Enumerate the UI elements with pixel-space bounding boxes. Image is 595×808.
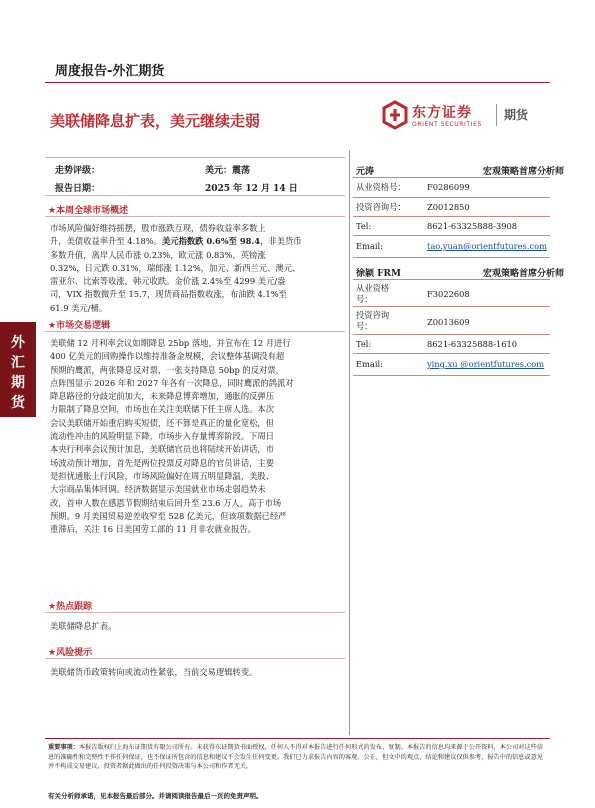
- analyst-2-tel-label: Tel:: [356, 339, 372, 349]
- report-type: 周度报告-外汇期货: [55, 64, 165, 79]
- analyst-2-tel: 8621-63325888-1610: [427, 339, 518, 349]
- analyst-1-name: 元涛: [356, 167, 375, 177]
- trend-value: 美元：震荡: [205, 166, 251, 176]
- section-hot-body: 美联储降息扩表。: [50, 621, 117, 631]
- footer-rule: [45, 738, 550, 739]
- analyst-2-email-link[interactable]: ying.xu @orientfutures.com: [427, 359, 545, 369]
- section-logic-body: 美联储 12 月利率会议如期降息 25bp 落地，并宣布在 12 月进行 400 亿美元的回购操作以维持准备金规模，会议整体基调没有超 预期的鹰派，两张降息反对票，一张支持降息 50bp 的反对票， 点阵图显示 2026 年和 2027 年各有一次降息，同时鹰派的鸽派对 降息路径的分歧定前加大，未来降息博弈增加，通胀的反弹压 力限制了降息空间，市场也在关注美联储下任主席人选。本次 会议美联储开始重启购买短债，还不算是真正的量化宽松，但 流动性冲击的风险明显下降，市场步入存量博弈阶段。下周日 本央行利率会议预计加息，美联储官员也将陆续开始讲话，市 场波动预计增加，首先是两位投票反对降息的官员讲话，主要 是担忧通胀上行风险，市场风险偏好在周五明显降温，美股、 大宗商品集体回调。经济数据显示美国就业市场走弱趋势未 改，首申人数在感恩节假期结束后回升至 23.6 万人，高于市场 预期。9 月美国贸易逆差收窄至 528 亿美元，但该项数据已经严 重滞后，关注 16 日美国劳工部的 11 月非农就业报告。: [50, 338, 294, 535]
- analyst-1-invest: Z0012850: [427, 202, 470, 212]
- analyst-1-license: F0286099: [427, 182, 470, 192]
- analyst-1-rule-5: [353, 257, 550, 258]
- analyst-2-email-label: Email:: [356, 359, 383, 369]
- analyst-1-invest-label: 投资咨询号：: [356, 202, 406, 212]
- analyst-2-rule-5: [353, 375, 550, 376]
- section-risk-rule: [45, 658, 345, 659]
- logo-separator: [496, 104, 497, 126]
- section-market-heading: ★本周全球市场概述: [48, 206, 129, 216]
- orient-logo-icon: [382, 100, 408, 130]
- column-divider: [349, 150, 350, 735]
- analyst-1-rule: [353, 177, 550, 178]
- section-market-body: 市场风险偏好维持摇摆，股市涨跌互现，债券收益率多数上 升，美债收益率升至 4.18%。美元指数跌 0.6%至 98.4，非美货币 多数升值，离岸人民币涨 0.23%，欧元涨 0.83%，英镑涨 0.32%，日元跌 0.31%，瑞郎涨 1.12%，加元、新西兰元、澳元、 雷亚尔、比索等收涨，韩元收跌。金价涨 2.4%至 4299 美元/盎 司，VIX 指数微升至 15.7，现货商品指数收涨，布油跌 4.1%至 61.9 美元/桶。: [50, 223, 302, 313]
- analyst-2-rule-4: [353, 353, 550, 354]
- section-hot-rule: [45, 612, 345, 613]
- company-logo: [382, 100, 552, 132]
- analyst-1-tel: 8621-63325888-3908: [427, 221, 518, 231]
- analyst-1-rule-2: [353, 197, 550, 198]
- footer-analyst-note: 有关分析师承诺，见本报告最后部分。并请阅读报告最后一页的免责声明。: [48, 792, 263, 800]
- section-hot-heading: ★热点跟踪: [48, 602, 93, 612]
- analyst-1-email-link[interactable]: tao.yuan@orientfutures.com: [427, 241, 547, 251]
- analyst-1-title: 宏观策略首席分析师: [483, 167, 565, 177]
- analyst-2-license-label: 从业资格 号：: [356, 283, 390, 304]
- analyst-1-email-label: Email:: [356, 241, 383, 251]
- date-label: 报告日期：: [55, 184, 101, 194]
- header-rule: [45, 82, 550, 83]
- analyst-2-name: 徐颖 FRM: [356, 269, 401, 279]
- section-logic-rule: [45, 331, 345, 332]
- footer-disclaimer: 重要事项：本报告版权归上海东证期货有限公司所有。未获得东证期货书面授权，任何人不得对本报告进行任何形式的发布、复制。本报告的信息均来源于公开资料，本公司对这些信息的准确性和完整性不作任何保证，也不保证所包含的信息和建议不会发生任何变更。我们已力求报告内容的客观、公正，但文中的观点、结论和建议仅供参考，报告中的信息或意见并不构成交易建议，投资者据此做出的任何投资决策与本公司和作者无关。: [48, 744, 543, 770]
- logo-cn-text: 东方证券: [412, 105, 472, 121]
- trend-label: 走势评级：: [55, 166, 101, 176]
- analyst-2-rule-2: [353, 306, 550, 307]
- section-risk-body: 美联储货币政策转向或流动性紧张，当前交易逻辑转变。: [50, 667, 258, 677]
- analyst-1-tel-label: Tel:: [356, 221, 372, 231]
- analyst-2-license: F3022608: [427, 289, 470, 299]
- rating-rule-top: [45, 157, 345, 158]
- section-risk-heading: ★风险提示: [48, 648, 93, 658]
- analyst-1-license-label: 从业资格号：: [356, 182, 406, 192]
- analyst-1-rule-3: [353, 216, 550, 217]
- analyst-2-invest: Z0013609: [427, 317, 470, 327]
- rating-rule-bottom: [45, 195, 345, 196]
- logo-sub-text: 期货: [504, 108, 529, 122]
- side-tab-fx-futures: 外 汇 期 货: [0, 322, 36, 417]
- analyst-2-rule: [353, 279, 550, 280]
- date-value: 2025 年 12 月 14 日: [205, 184, 298, 194]
- section-logic-heading: ★市场交易逻辑: [48, 321, 111, 331]
- analyst-1-rule-4: [353, 235, 550, 236]
- analyst-2-invest-label: 投资咨询 号：: [356, 310, 390, 331]
- section-market-rule: [45, 216, 345, 217]
- page-title: 美联储降息扩表，美元继续走弱: [50, 112, 261, 130]
- analyst-2-rule-3: [353, 334, 550, 335]
- logo-en-text: ORIENT SECURITIES: [412, 121, 482, 128]
- analyst-2-title: 宏观策略首席分析师: [483, 269, 565, 279]
